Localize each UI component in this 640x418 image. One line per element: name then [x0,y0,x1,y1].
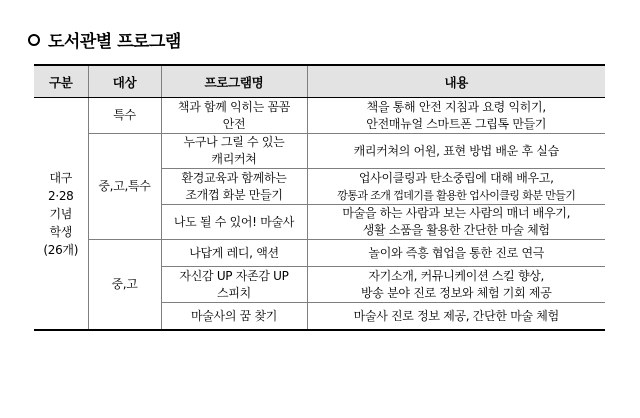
header-category: 구분 [34,65,88,98]
target-cell: 중,고,특수 [88,134,161,240]
category-line: 기념 [49,206,73,221]
content-cell [307,169,605,205]
content-line: 깡통과 조개 껍데기를 활용한 업사이클링 화분 만들기 [337,188,576,202]
table-header-row [34,65,605,98]
program-line: 책과 함께 익히는 꼼꼼 [177,99,291,114]
program-line: 자신감 UP 자존감 UP [179,268,289,283]
table-row [34,240,605,267]
program-line: 스피치 [217,285,251,300]
category-line: 대구 [49,170,73,185]
content-line: 생활 소품을 활용한 간단한 마술 체험 [362,223,550,237]
target-cell: 중,고 [88,240,161,331]
program-line: 캐리커쳐 [211,152,257,166]
category-line: 2·28 [47,188,74,203]
content-cell [307,267,605,303]
content-line: 책을 통해 안전 지침과 요령 익히기, [366,99,546,114]
content-cell [307,303,605,331]
program-cell [161,267,307,303]
content-line: 놀이와 즉흥 협업을 통한 진로 연극 [368,245,545,260]
category-cell [34,98,88,331]
program-cell [161,169,307,205]
program-line: 나도 될 수 있어! 마술사 [173,214,295,229]
content-line: 마술을 하는 사람과 보는 사람의 매너 배우기, [342,206,571,220]
target-cell: 특수 [88,98,161,134]
program-line: 환경교육과 함께하는 [181,170,287,185]
header-content: 내용 [307,65,605,98]
program-line: 누구나 그릴 수 있는 [183,135,285,149]
program-table [34,64,605,331]
program-cell [161,98,307,134]
category-line: 학생 [49,224,73,239]
content-cell [307,205,605,240]
circle-bullet-icon [28,34,40,46]
table-row [34,98,605,134]
program-line: 마술사의 꿈 찾기 [190,308,278,323]
content-line: 마술사 진로 정보 제공, 간단한 마술 체험 [353,308,559,323]
content-cell [307,98,605,134]
content-cell [307,240,605,267]
header-target: 대상 [88,65,161,98]
section-title [28,27,181,52]
program-line: 조개껍 화분 만들기 [185,187,283,202]
content-cell [307,134,605,169]
content-line: 안전매뉴얼 스마트폰 그립톡 만들기 [366,116,547,131]
program-line: 안전 [222,116,246,131]
program-cell [161,240,307,267]
program-cell [161,303,307,331]
content-line: 자기소개, 커뮤니케이션 스킬 향상, [368,268,545,283]
content-line: 캐리커쳐의 어원, 표현 방법 배운 후 실습 [353,143,559,158]
program-line: 나답게 레디, 액션 [189,245,279,260]
section-title-text: 도서관별 프로그램 [48,32,181,52]
category-line: (26개) [43,242,79,257]
program-cell [161,205,307,240]
header-program: 프로그램명 [161,65,307,98]
program-cell [161,134,307,169]
content-line: 업사이클링과 탄소중립에 대해 배우고, [358,170,554,185]
table-row [34,134,605,169]
content-line: 방송 분야 진로 정보와 체험 기회 제공 [361,285,552,300]
